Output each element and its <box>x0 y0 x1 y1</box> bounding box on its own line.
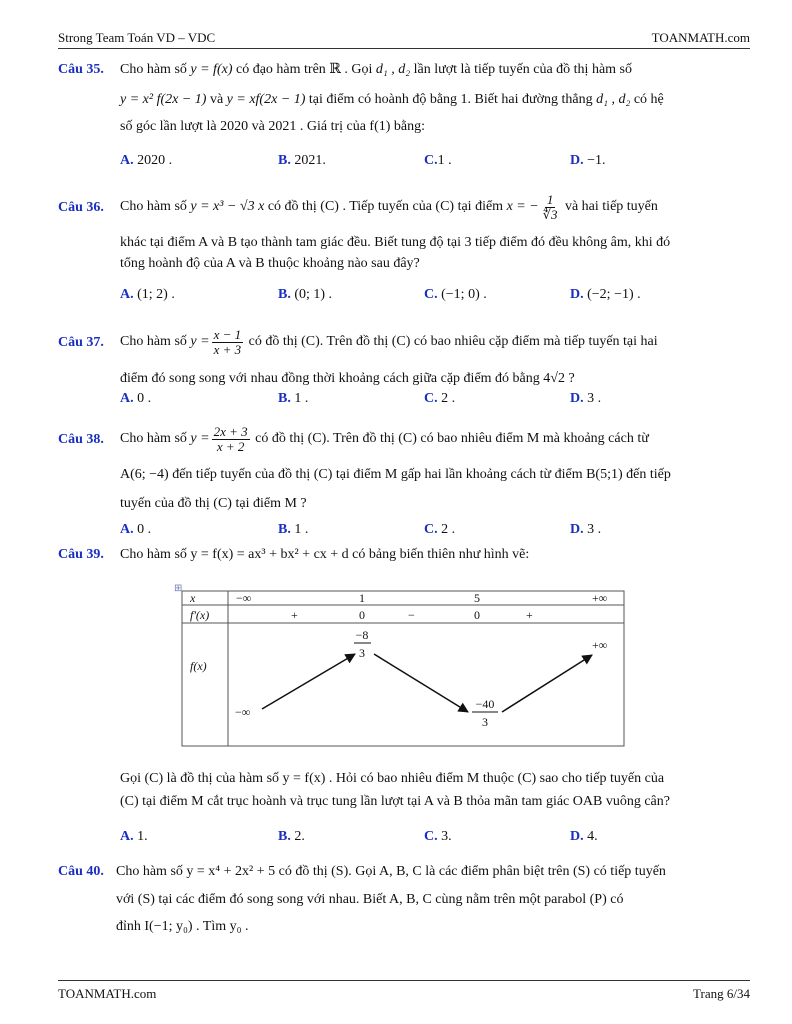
option-text: 2 . <box>441 522 456 537</box>
question-label: Câu 35. <box>58 62 104 77</box>
derivative-sign: + <box>291 608 298 622</box>
header-rule <box>58 48 750 49</box>
formula: y = x³ − √3 x <box>190 199 265 214</box>
option-text: 3. <box>441 829 452 844</box>
formula: x = − <box>506 199 539 214</box>
question-line <box>120 190 658 224</box>
option-key: B. <box>278 391 291 406</box>
option-key: D. <box>570 829 584 844</box>
option-b[interactable] <box>278 391 308 407</box>
option-text: (−1; 0) . <box>441 287 487 302</box>
question-line: Cho hàm số y = x⁴ + 2x² + 5 có đồ thị (S). Gọi A, B, C là các điểm phân biệt trên (S) có tiếp tuyến <box>116 864 666 879</box>
option-key: D. <box>570 153 584 168</box>
option-d[interactable] <box>570 287 641 303</box>
table-border <box>182 591 624 746</box>
numerator: 1 <box>546 191 554 207</box>
text: lần lượt là tiếp tuyến của đồ thị hàm số <box>413 62 632 77</box>
text: có đồ thị (C). Trên đồ thị (C) có bao nhiêu điểm M mà khoảng cách từ <box>255 431 649 446</box>
formula: y = f(x) <box>190 62 233 77</box>
option-key: C. <box>424 287 438 302</box>
question-line <box>120 90 664 110</box>
derivative-zero: 0 <box>359 608 365 622</box>
question-label: Câu 36. <box>58 200 104 215</box>
row-label-fprime: f'(x) <box>190 608 210 622</box>
option-b[interactable] <box>278 287 332 303</box>
option-key: B. <box>278 829 291 844</box>
option-key: D. <box>570 391 584 406</box>
fraction <box>541 193 560 222</box>
formula: d₁ , d₂ <box>596 92 631 107</box>
increasing-arrow <box>262 654 355 709</box>
text: có đồ thị (C) . Tiếp tuyến của (C) tại điểm <box>267 199 504 214</box>
option-text: (−2; −1) . <box>587 287 641 302</box>
question-line: số góc lần lượt là 2020 và 2021 . Giá trị của f(1) bằng: <box>120 119 426 134</box>
question-line: tuyến của đồ thị (C) tại điểm M ? <box>120 496 307 511</box>
option-text: 2. <box>294 829 305 844</box>
option-key: A. <box>120 287 134 302</box>
option-text: (0; 1) . <box>294 287 333 302</box>
option-a[interactable] <box>120 391 151 407</box>
text: Cho hàm số <box>120 62 187 77</box>
question-line: điểm đó song song với nhau đồng thời khoảng cách giữa cặp điểm đó bằng 4√2 ? <box>120 371 575 386</box>
option-text: 0 . <box>137 391 152 406</box>
formula: y = <box>190 334 210 349</box>
option-d[interactable] <box>570 829 598 845</box>
option-b[interactable] <box>278 829 305 845</box>
option-key: B. <box>278 153 291 168</box>
option-text: 3 . <box>587 391 602 406</box>
option-text: −1. <box>587 153 606 168</box>
fraction <box>212 328 244 357</box>
text: và <box>209 92 224 107</box>
text: có hệ <box>633 92 664 107</box>
option-key: C. <box>424 522 438 537</box>
x-value: −∞ <box>236 591 252 605</box>
question-line: khác tại điểm A và B tạo thành tam giác đều. Biết tung độ tại 3 tiếp điểm đó đều không âm, khi đó <box>120 235 671 250</box>
question-label: Câu 40. <box>58 864 104 879</box>
derivative-zero: 0 <box>474 608 480 622</box>
option-key: A. <box>120 522 134 537</box>
header-left: Strong Team Toán VD – VDC <box>58 30 216 45</box>
page-number: Trang 6/34 <box>693 986 750 1001</box>
option-c[interactable] <box>424 522 455 538</box>
option-c[interactable] <box>424 287 487 303</box>
text: tại điểm có hoành độ bằng 1. Biết hai đường thẳng <box>308 92 593 107</box>
option-text: 2021. <box>294 153 326 168</box>
f-end-value: +∞ <box>592 638 608 652</box>
footer-rule <box>58 980 750 981</box>
x-value: 1 <box>359 591 365 605</box>
formula: d₁ , d₂ <box>375 62 411 77</box>
local-min-numerator: −40 <box>475 697 495 711</box>
option-key: A. <box>120 829 134 844</box>
question-line: Gọi (C) là đồ thị của hàm số y = f(x) . Hỏi có bao nhiêu điểm M thuộc (C) sao cho tiếp tuyến của <box>120 771 665 786</box>
option-c[interactable] <box>424 153 452 169</box>
derivative-sign: + <box>526 608 533 622</box>
option-key: A. <box>120 391 134 406</box>
row-label-x: x <box>190 591 196 605</box>
option-key: B. <box>278 287 291 302</box>
option-a[interactable] <box>120 829 148 845</box>
question-line: với (S) tại các điểm đó song song với nhau. Biết A, B, C cùng nằm trên một parabol (P) có <box>116 892 624 907</box>
header-right: TOANMATH.com <box>651 30 750 45</box>
question-label: Câu 38. <box>58 432 104 447</box>
expand-table-icon[interactable]: ⊞ <box>174 583 183 594</box>
x-value: 5 <box>474 591 480 605</box>
fraction <box>212 425 250 454</box>
text: Cho hàm số <box>120 199 187 214</box>
option-d[interactable] <box>570 391 601 407</box>
option-b[interactable] <box>278 522 308 538</box>
row-label-f: f(x) <box>190 659 207 673</box>
option-text: 3 . <box>587 522 602 537</box>
option-text: 0 . <box>137 522 152 537</box>
formula: y = x² f(2x − 1) <box>120 92 207 107</box>
local-min-denominator: 3 <box>482 715 488 729</box>
question-line <box>120 324 658 360</box>
text: có đạo hàm trên ℝ . Gọi <box>235 62 373 77</box>
denominator: ∜3 <box>542 206 558 222</box>
option-key: C. <box>424 391 438 406</box>
option-key: D. <box>570 287 584 302</box>
variation-table <box>172 579 628 751</box>
local-max-denominator: 3 <box>359 646 365 660</box>
derivative-sign: − <box>408 608 415 622</box>
question-label: Câu 37. <box>58 335 104 350</box>
option-a[interactable] <box>120 153 172 169</box>
denominator: x + 3 <box>213 341 242 357</box>
option-text: 4. <box>587 829 598 844</box>
option-d[interactable] <box>570 153 606 169</box>
option-text: 1 . <box>294 391 309 406</box>
question-line: tổng hoành độ của A và B thuộc khoảng nào sau đây? <box>120 256 420 271</box>
text: Cho hàm số <box>120 334 187 349</box>
option-key: B. <box>278 522 291 537</box>
option-text: 1 . <box>437 153 452 168</box>
question-line <box>120 421 649 457</box>
option-key: C. <box>424 829 438 844</box>
formula: y = xf(2x − 1) <box>226 92 306 107</box>
footer-left: TOANMATH.com <box>58 986 157 1001</box>
question-line: (C) tại điểm M cắt trục hoành và trục tung lần lượt tại A và B thỏa mãn tam giác OAB vuông cân? <box>120 794 670 809</box>
question-line: đỉnh I(−1; y₀) . Tìm y₀ . <box>116 919 249 934</box>
option-text: 2 . <box>441 391 456 406</box>
option-a[interactable] <box>120 287 175 303</box>
f-start-value: −∞ <box>235 705 251 719</box>
formula: y = <box>190 431 210 446</box>
option-text: 1. <box>137 829 148 844</box>
option-key: A. <box>120 153 134 168</box>
option-text: 2020 . <box>137 153 173 168</box>
option-text: (1; 2) . <box>137 287 175 302</box>
option-text: 1 . <box>294 522 309 537</box>
decreasing-arrow <box>374 654 468 712</box>
x-value: +∞ <box>592 591 608 605</box>
text: Cho hàm số <box>120 431 187 446</box>
option-a[interactable] <box>120 522 151 538</box>
question-line <box>120 60 632 80</box>
question-line: Cho hàm số y = f(x) = ax³ + bx² + cx + d có bảng biến thiên như hình vẽ: <box>120 547 530 562</box>
question-label: Câu 39. <box>58 547 104 562</box>
local-max-numerator: −8 <box>355 628 369 642</box>
text: có đồ thị (C). Trên đồ thị (C) có bao nhiêu cặp điểm mà tiếp tuyến tại hai <box>248 334 658 349</box>
denominator: x + 2 <box>216 438 245 454</box>
numerator: x − 1 <box>213 326 242 342</box>
option-b[interactable] <box>278 153 326 169</box>
question-line: A(6; −4) đến tiếp tuyến của đồ thị (C) tại điểm M gấp hai lần khoảng cách từ điểm B(5;1) đến tiếp <box>120 467 671 482</box>
text: và hai tiếp tuyến <box>564 199 658 214</box>
increasing-arrow <box>502 655 592 712</box>
option-key: D. <box>570 522 584 537</box>
option-c[interactable] <box>424 391 455 407</box>
numerator: 2x + 3 <box>213 423 248 439</box>
option-key: C. <box>424 153 438 168</box>
option-d[interactable] <box>570 522 601 538</box>
option-c[interactable] <box>424 829 452 845</box>
